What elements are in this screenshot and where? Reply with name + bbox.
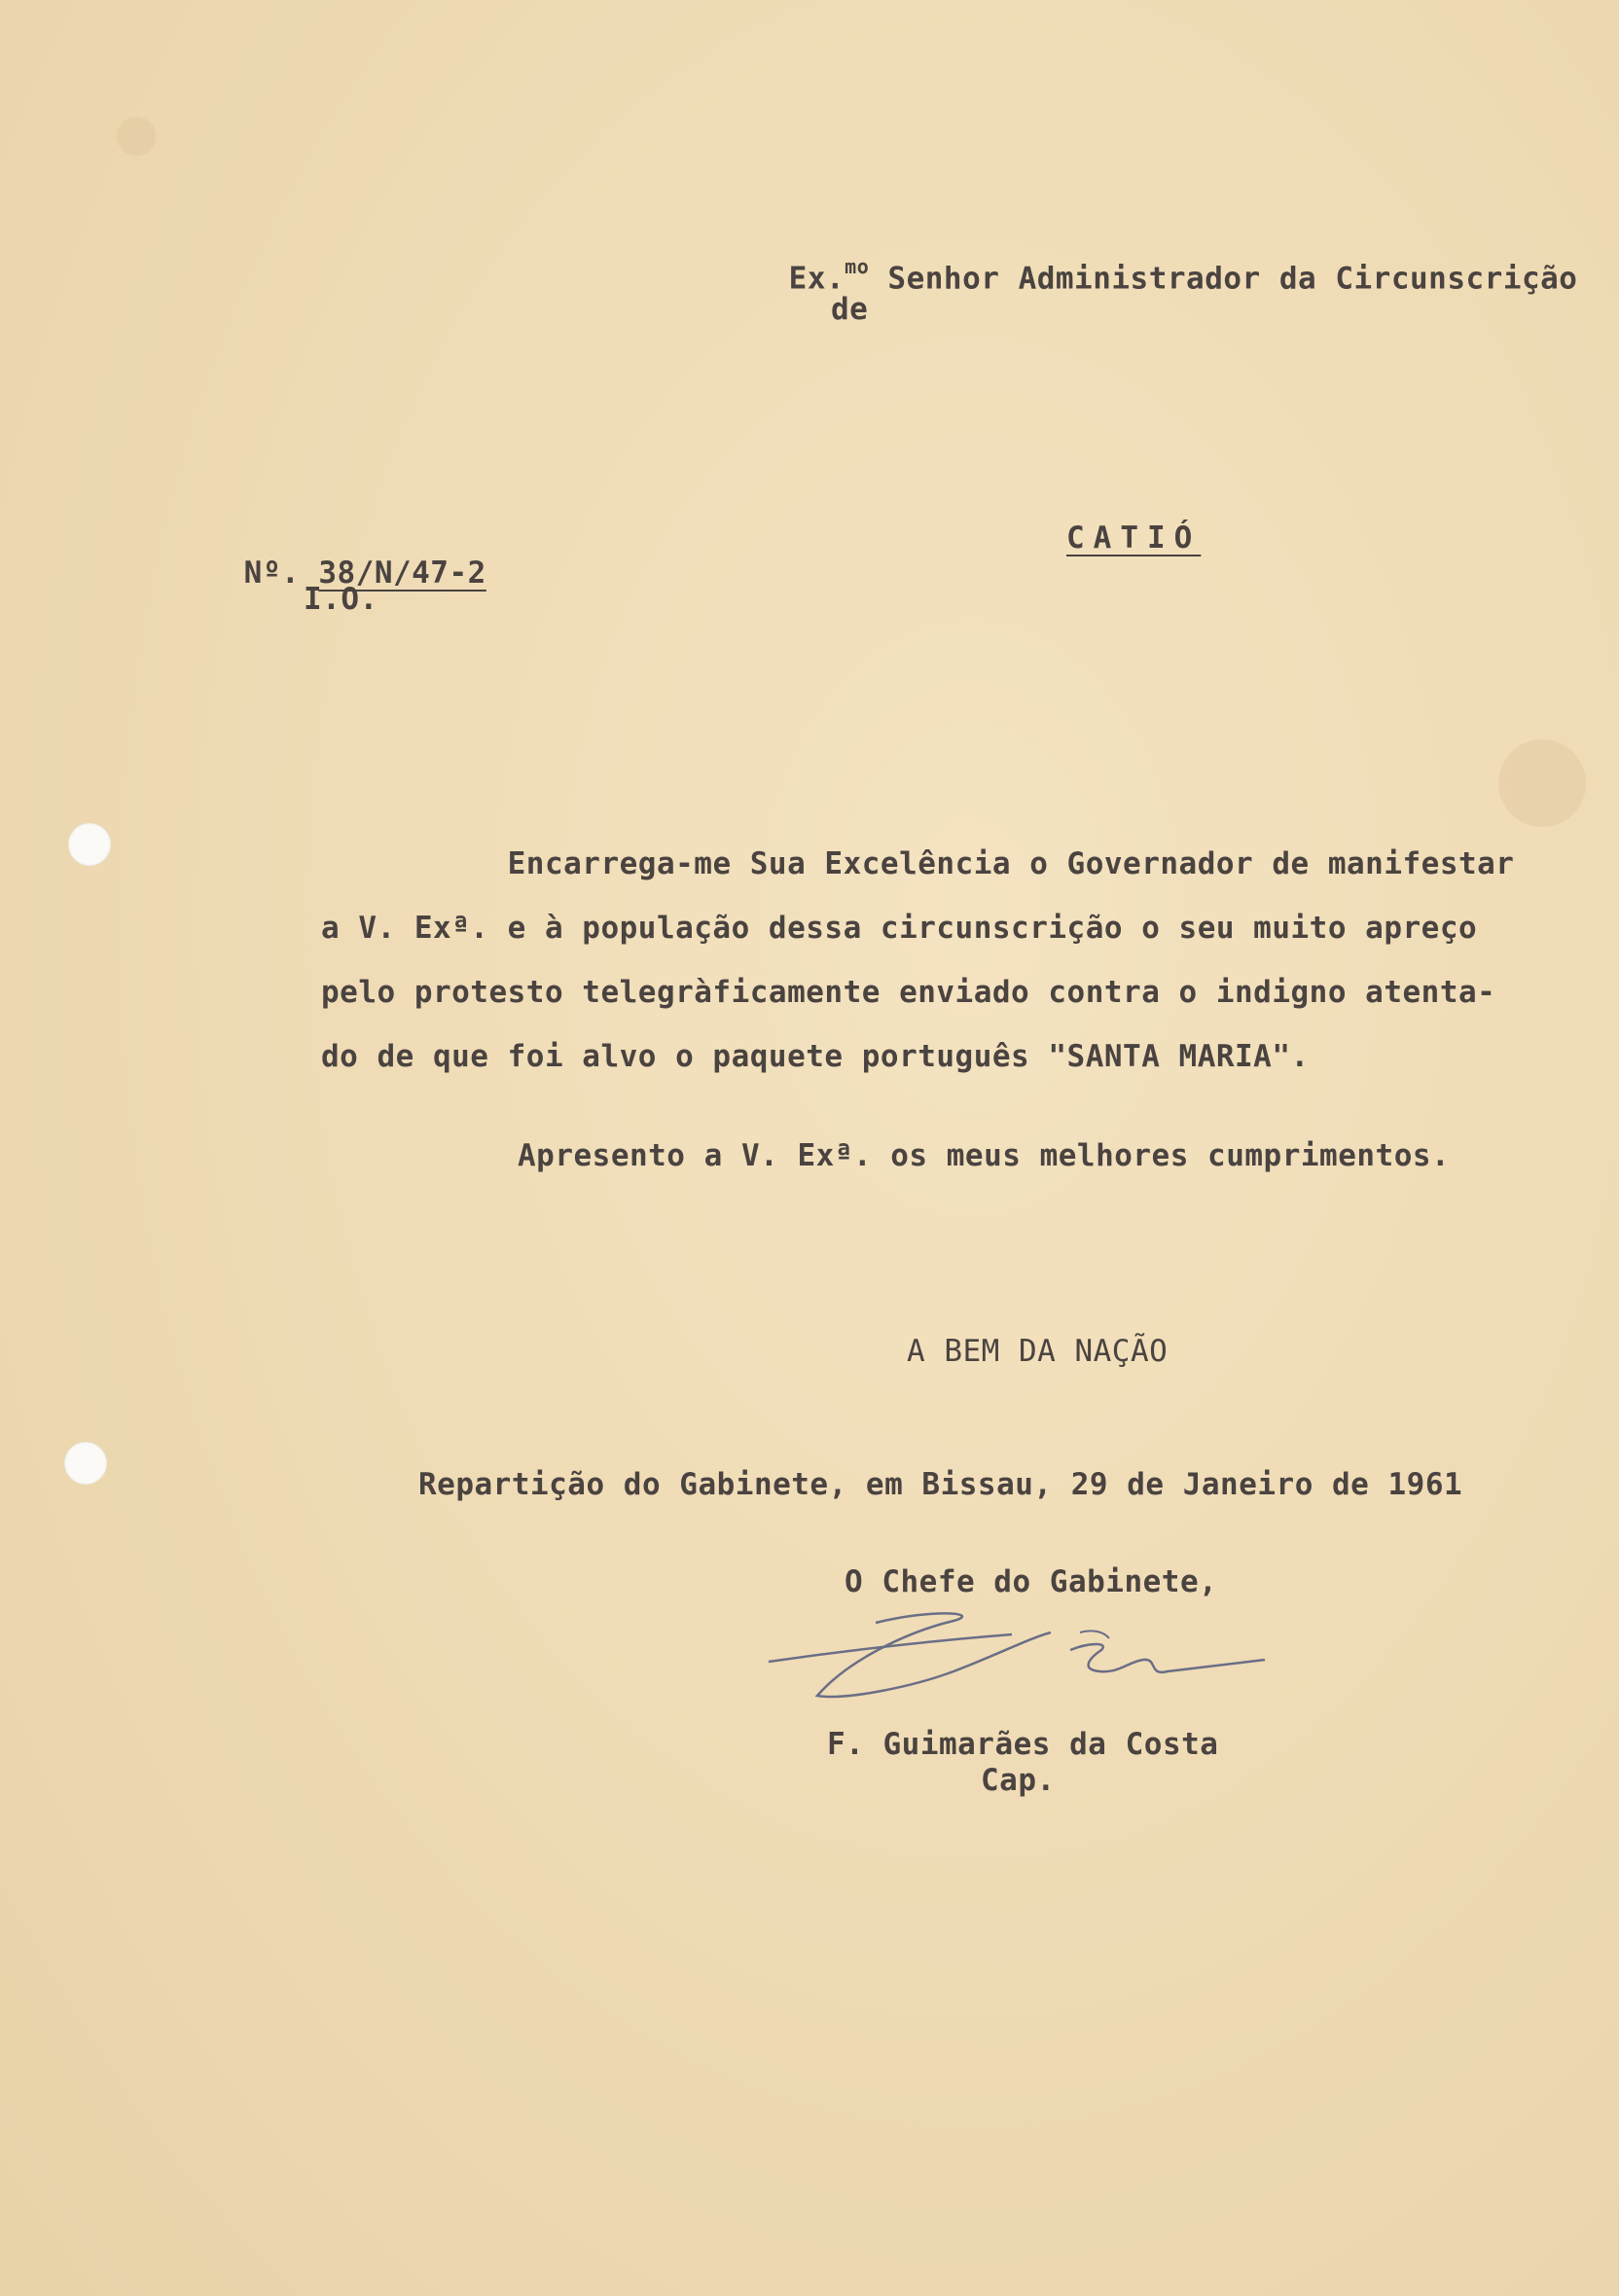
closing-motto: A BEM DA NAÇÃO — [907, 1334, 1169, 1369]
punch-hole-upper — [68, 823, 111, 866]
punch-hole-lower — [64, 1442, 107, 1485]
destination: CATIÓ — [1066, 520, 1202, 556]
salutation-line-2: de — [831, 292, 869, 327]
handwritten-signature — [759, 1603, 1275, 1710]
signer-name: F. Guimarães da Costa — [827, 1727, 1219, 1762]
body-paragraph-1: Encarrega-me Sua Excelência o Governador de manifestar a V. Exª. e à população dessa circunscrição o seu muito apreço pelo protesto telegràficamente enviado contra o indigno atenta- do de que foi alvo o paquete português "SANTA MARIA". — [321, 846, 1515, 1074]
salutation-superscript: mo — [845, 255, 870, 278]
signer-role: O Chefe do Gabinete, — [845, 1564, 1218, 1599]
salutation-main: Senhor Administrador da Circunscrição — [887, 261, 1578, 297]
paper-stain — [117, 117, 156, 156]
signer-rank: Cap. — [981, 1763, 1056, 1798]
reference-label: Nº. — [243, 556, 301, 591]
reference-code: I.O. — [304, 582, 378, 617]
body-paragraph-2: Apresento a V. Exª. os meus melhores cumprimentos. — [518, 1138, 1451, 1173]
reference-number: 38/N/47-2 — [318, 556, 486, 591]
paper-stain — [1498, 739, 1586, 827]
place-and-date: Repartição do Gabinete, em Bissau, 29 de Janeiro de 1961 — [418, 1467, 1463, 1502]
salutation-prefix: Ex. — [788, 261, 845, 297]
